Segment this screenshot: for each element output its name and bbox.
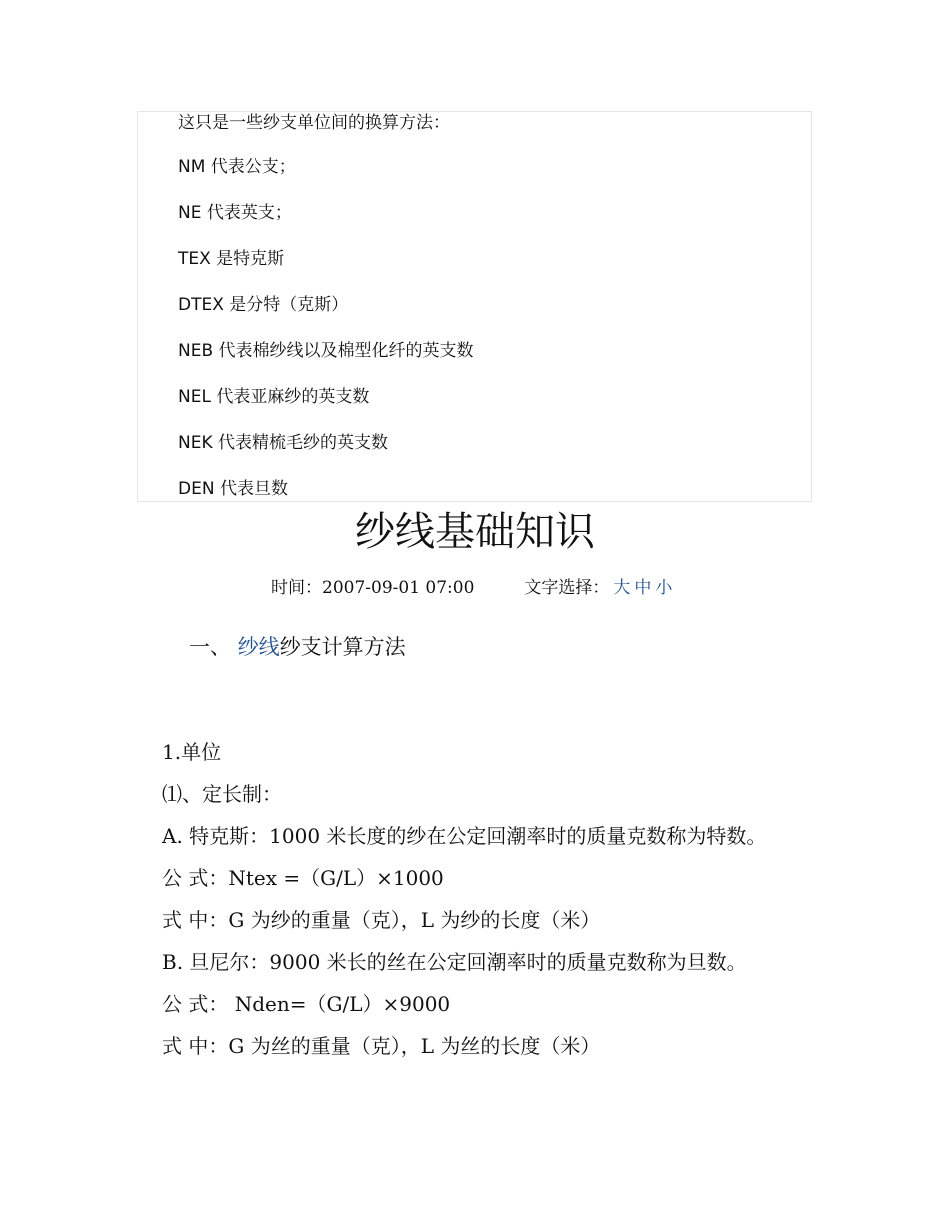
section-heading-text: 纱支计算方法 xyxy=(279,635,406,659)
box-item-desc: 是分特（克斯） xyxy=(223,295,349,315)
body-line-denier-definition: B. 旦尼尔：9000 米长的丝在公定回潮率时的质量克数称为旦数。 xyxy=(162,950,747,974)
body-line-denier-variables: 式 中：G 为丝的重量（克），L 为丝的长度（米） xyxy=(162,1034,601,1058)
unit-conversion-box xyxy=(137,111,812,502)
box-item-nel xyxy=(178,386,369,408)
body-line-tex-formula: 公 式：Ntex =（G/L）×1000 xyxy=(162,866,444,890)
box-item-desc: 代表英支； xyxy=(201,203,292,223)
box-item-nek xyxy=(178,432,388,454)
box-item-abbr: DTEX xyxy=(178,295,224,315)
box-item-abbr: NM xyxy=(178,157,206,177)
box-item-desc: 代表旦数 xyxy=(214,479,288,499)
box-item-abbr: TEX xyxy=(178,249,211,269)
body-line-unit: 1.单位 xyxy=(162,740,222,764)
box-item-desc: 代表公支； xyxy=(205,157,296,177)
box-item-dtex xyxy=(178,294,348,316)
body-line-tex-definition: A. 特克斯：1000 米长度的纱在公定回潮率时的质量克数称为特数。 xyxy=(162,824,767,848)
box-item-abbr: DEN xyxy=(178,479,215,499)
box-item-nm xyxy=(178,156,296,178)
box-item-den xyxy=(178,478,288,500)
box-item-neb xyxy=(178,340,474,362)
font-size-large-link[interactable]: 大 xyxy=(613,578,631,598)
box-item-desc: 是特克斯 xyxy=(210,249,285,269)
font-size-label: 文字选择： xyxy=(524,578,610,598)
box-item-desc: 代表亚麻纱的英支数 xyxy=(210,387,370,407)
time-value: 2007-09-01 07:00 xyxy=(322,578,475,598)
section-heading xyxy=(189,633,406,661)
box-item-desc: 代表棉纱线以及棉型化纤的英支数 xyxy=(213,341,474,361)
body-line-denier-formula: 公 式： Nden=（G/L）×9000 xyxy=(162,992,451,1016)
box-item-abbr: NEK xyxy=(178,433,213,453)
box-item-ne xyxy=(178,202,292,224)
box-item-tex xyxy=(178,248,284,270)
box-item-abbr: NEL xyxy=(178,387,211,407)
font-size-medium-link[interactable]: 中 xyxy=(634,578,652,598)
body-line-fixed-length: ⑴、定长制： xyxy=(162,782,282,806)
box-item-abbr: NE xyxy=(178,203,202,223)
article-title: 纱线基础知识 xyxy=(355,509,595,555)
box-intro: 这只是一些纱支单位间的换算方法： xyxy=(178,113,450,133)
box-item-desc: 代表精梳毛纱的英支数 xyxy=(212,433,389,453)
font-size-small-link[interactable]: 小 xyxy=(655,578,673,598)
body-line-tex-variables: 式 中：G 为纱的重量（克），L 为纱的长度（米） xyxy=(162,908,601,932)
time-label: 时间： xyxy=(271,578,322,598)
yarn-link[interactable]: 纱线 xyxy=(237,635,280,659)
article-meta xyxy=(271,576,672,600)
section-prefix: 一、 xyxy=(189,635,238,659)
box-item-abbr: NEB xyxy=(178,341,214,361)
